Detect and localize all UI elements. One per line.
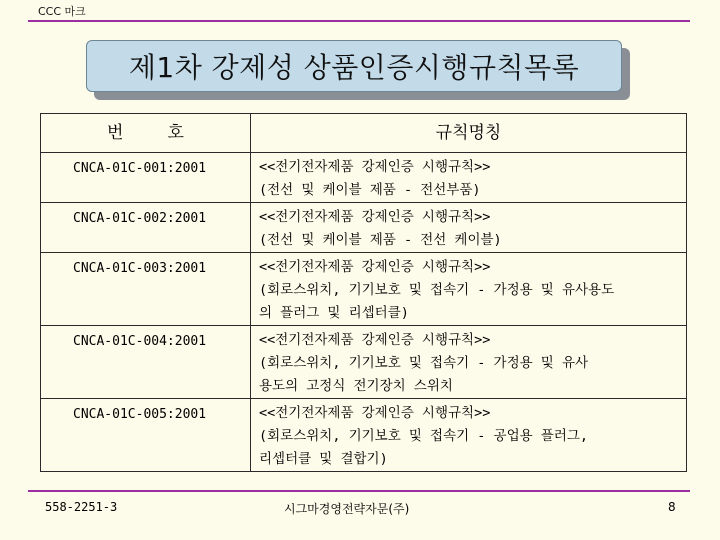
rules-table: [40, 113, 687, 472]
rule-code: CNCA-01C-001:2001: [41, 153, 251, 203]
column-header-number: [41, 114, 251, 153]
rule-line: 용도의 고정식 전기장치 스위치: [259, 378, 453, 394]
rule-line: (회로스위치, 기기보호 및 접속기 - 공업용 플러그,: [259, 428, 589, 444]
table-row: [41, 399, 687, 472]
page-number: 8: [668, 500, 676, 514]
rule-name: [251, 153, 687, 203]
rule-line: (전선 및 케이블 제품 - 전선부품): [259, 182, 481, 198]
rule-code: CNCA-01C-003:2001: [41, 253, 251, 326]
header-divider: [28, 20, 690, 22]
rule-line: 의 플러그 및 리셉터클): [259, 305, 409, 321]
rule-code: CNCA-01C-005:2001: [41, 399, 251, 472]
table-row: [41, 203, 687, 253]
rule-line: <<전기전자제품 강제인증 시행규칙>>: [259, 405, 491, 421]
column-header-rule-name: 규칙명칭: [251, 114, 687, 153]
title-box: [86, 40, 622, 92]
table-row: [41, 153, 687, 203]
footer-company: 시그마경영전략자문(주): [284, 502, 410, 516]
rule-line: (회로스위치, 기기보호 및 접속기 - 가정용 및 유사: [259, 355, 589, 371]
table-row: [41, 253, 687, 326]
rule-name: [251, 399, 687, 472]
footer-document-number: 558-2251-3: [45, 500, 118, 514]
rule-line: <<전기전자제품 강제인증 시행규칙>>: [259, 159, 491, 175]
page-title: 제1차 강제성 상품인증시행규칙목록: [128, 51, 580, 84]
column-header-number-b: 호: [167, 122, 184, 143]
rule-name: [251, 326, 687, 399]
rule-line: 리셉터클 및 결합기): [259, 451, 388, 467]
footer-divider: [28, 490, 690, 492]
rule-code: CNCA-01C-004:2001: [41, 326, 251, 399]
rule-line: <<전기전자제품 강제인증 시행규칙>>: [259, 259, 491, 275]
rule-name: [251, 253, 687, 326]
rule-line: <<전기전자제품 강제인증 시행규칙>>: [259, 332, 491, 348]
table-header-row: [41, 114, 687, 153]
rule-code: CNCA-01C-002:2001: [41, 203, 251, 253]
rule-name: [251, 203, 687, 253]
table-row: [41, 326, 687, 399]
rule-line: <<전기전자제품 강제인증 시행규칙>>: [259, 209, 491, 225]
header-label: CCC 마크: [38, 5, 86, 18]
rule-line: (전선 및 케이블 제품 - 전선 케이블): [259, 232, 502, 248]
column-header-number-a: 번: [107, 122, 124, 143]
rule-line: (회로스위치, 기기보호 및 접속기 - 가정용 및 유사용도: [259, 282, 615, 298]
